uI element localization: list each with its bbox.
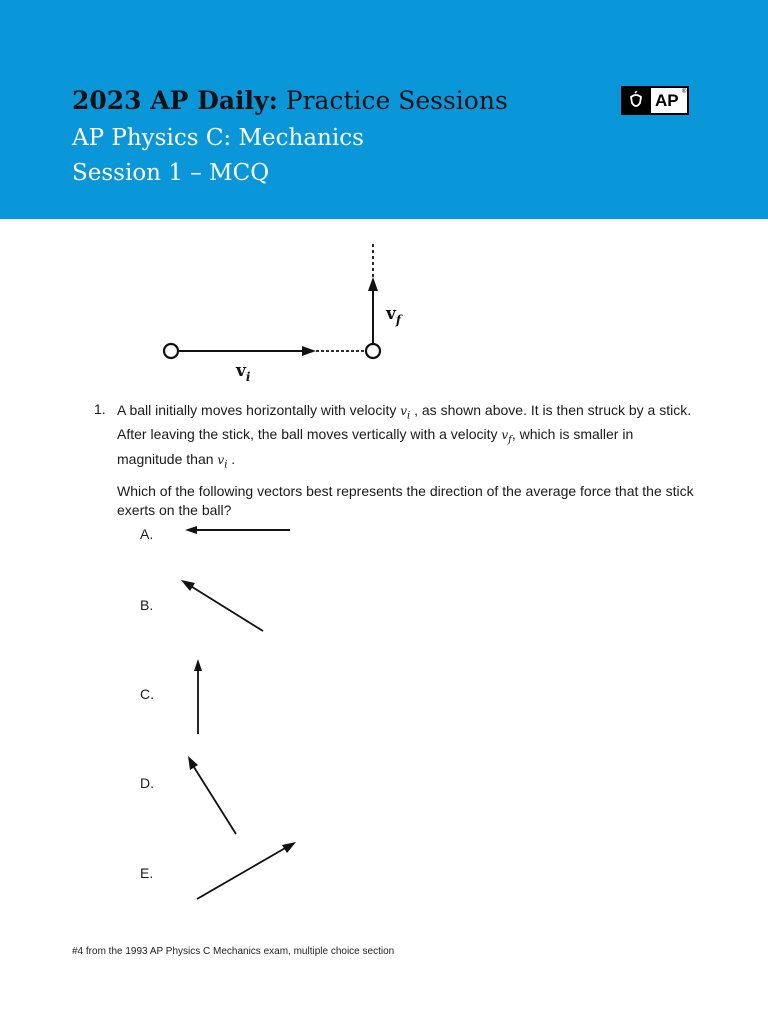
option-b-vector[interactable]	[170, 575, 280, 640]
label-vf: $v_f$	[386, 304, 402, 327]
final-velocity-arrowhead	[368, 277, 378, 291]
option-b-label[interactable]: B.	[140, 597, 154, 613]
math-vf: $v_f$	[501, 428, 512, 446]
final-ball	[366, 344, 380, 358]
option-c-vector[interactable]	[170, 652, 230, 742]
logo-registered: ®	[682, 89, 687, 95]
logo-text-box	[651, 88, 687, 113]
question-paragraph-1: A ball initially moves horizontally with velocity $v_i$ , as shown above. It is then struck by a stick. After leaving the stick, the ball moves vertically with a velocity $v_f$, which is smaller in magnitude than $v_i$ .	[117, 402, 692, 471]
session-title: Session 1 – MCQ	[72, 160, 270, 186]
question-number: 1.	[94, 401, 106, 417]
initial-velocity-arrowhead	[302, 346, 316, 356]
option-a-label[interactable]: A.	[140, 526, 154, 542]
acorn-icon	[628, 91, 644, 111]
math-vi-2: $v_i$	[217, 452, 228, 471]
option-e-vector[interactable]	[170, 835, 310, 905]
label-vi: $v_i$	[236, 361, 251, 384]
option-d-vector[interactable]	[170, 748, 250, 843]
ap-logo	[621, 86, 689, 115]
course-title: AP Physics C: Mechanics	[72, 125, 364, 151]
option-a-vector[interactable]	[170, 518, 300, 542]
velocity-diagram	[150, 235, 430, 395]
option-d-label[interactable]: D.	[140, 775, 154, 791]
initial-ball	[164, 344, 178, 358]
question-paragraph-2: Which of the following vectors best represents the direction of the average force that the stick exerts on the ball?	[117, 483, 694, 519]
option-e-label[interactable]: E.	[140, 865, 154, 881]
question-text	[117, 401, 697, 528]
header-banner	[0, 0, 768, 219]
math-vi: $v_i$	[400, 404, 411, 422]
logo-text: AP	[655, 91, 679, 110]
page-title: 2023 AP Daily: Practice Sessions	[72, 86, 508, 115]
option-c-label[interactable]: C.	[140, 686, 154, 702]
source-footnote: #4 from the 1993 AP Physics C Mechanics exam, multiple choice section	[72, 946, 395, 957]
